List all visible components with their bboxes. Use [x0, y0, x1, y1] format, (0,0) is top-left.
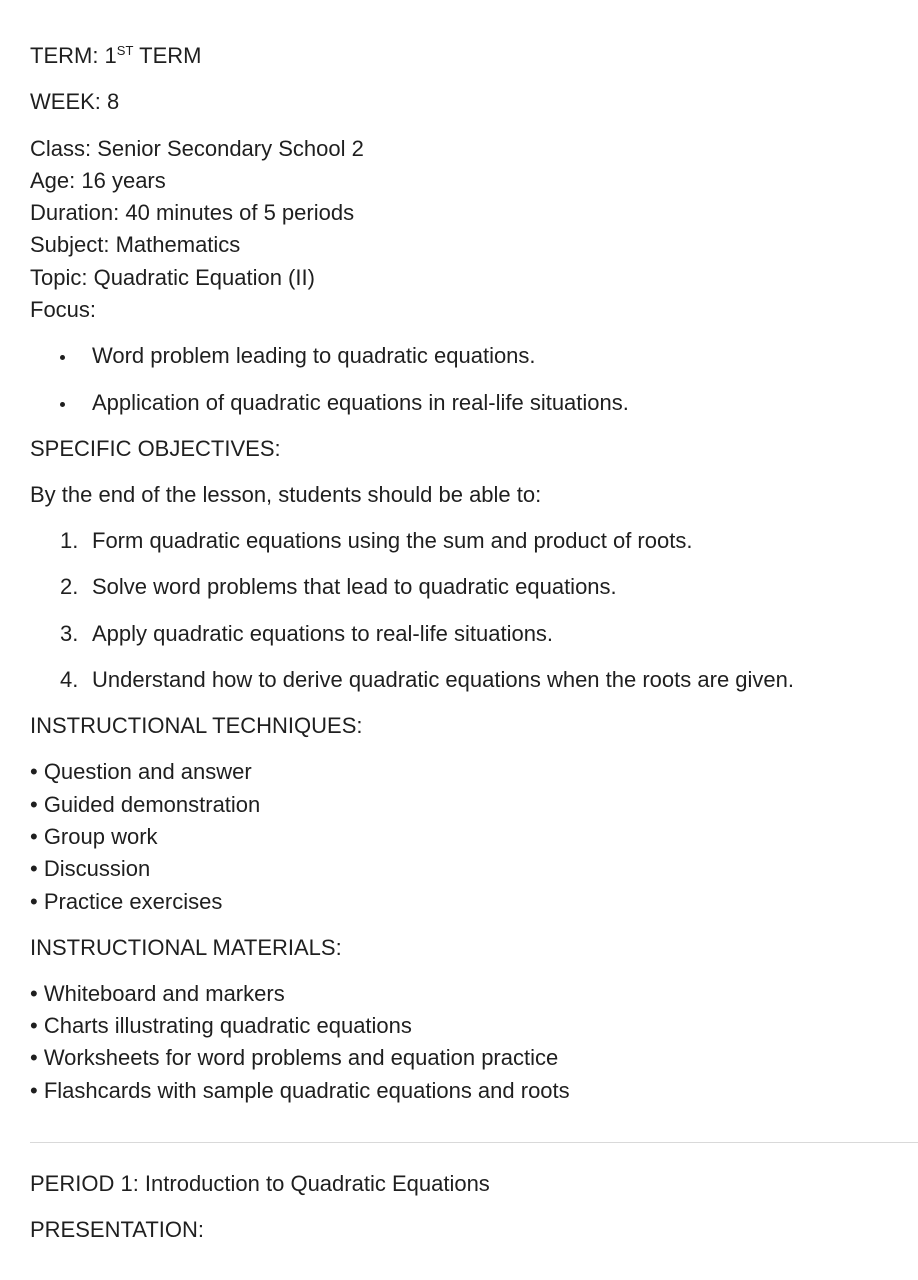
objective-item: Solve word problems that lead to quadratic equations. — [92, 574, 617, 599]
duration-line: Duration: 40 minutes of 5 periods — [30, 200, 355, 225]
material-item: • Worksheets for word problems and equation practice — [30, 1045, 559, 1070]
technique-item: • Question and answer — [30, 759, 252, 784]
focus-label: Focus: — [30, 297, 97, 322]
material-item: • Flashcards with sample quadratic equations and roots — [30, 1078, 570, 1103]
class-line: Class: Senior Secondary School 2 — [30, 136, 364, 161]
objectives-intro: By the end of the lesson, students should be able to: — [30, 482, 542, 507]
objective-number: 2. — [60, 574, 79, 599]
term-label: TERM: 1 — [30, 43, 117, 68]
technique-item: • Practice exercises — [30, 889, 223, 914]
objective-item: Apply quadratic equations to real-life situations. — [92, 621, 554, 646]
term-line — [30, 43, 201, 72]
material-item: • Whiteboard and markers — [30, 981, 285, 1006]
period-title: PERIOD 1: Introduction to Quadratic Equations — [30, 1171, 490, 1196]
bullet-icon — [60, 402, 65, 407]
materials-heading: INSTRUCTIONAL MATERIALS: — [30, 935, 342, 960]
week-line: WEEK: 8 — [30, 89, 120, 114]
objectives-heading: SPECIFIC OBJECTIVES: — [30, 436, 281, 461]
term-ordinal-suffix: ST — [116, 43, 134, 58]
objective-item: Understand how to derive quadratic equations when the roots are given. — [92, 667, 794, 692]
objective-number: 1. — [60, 528, 79, 553]
objective-number: 4. — [60, 667, 79, 692]
presentation-heading: PRESENTATION: — [30, 1217, 204, 1242]
age-line: Age: 16 years — [30, 168, 166, 193]
objective-item: Form quadratic equations using the sum and product of roots. — [92, 528, 693, 553]
focus-item: Application of quadratic equations in real-life situations. — [92, 390, 629, 415]
technique-item: • Discussion — [30, 856, 151, 881]
subject-line: Subject: Mathematics — [30, 232, 241, 257]
techniques-heading: INSTRUCTIONAL TECHNIQUES: — [30, 713, 363, 738]
term-suffix: TERM — [133, 43, 202, 68]
technique-item: • Guided demonstration — [30, 792, 261, 817]
objective-number: 3. — [60, 621, 79, 646]
bullet-icon — [60, 355, 65, 360]
technique-item: • Group work — [30, 824, 158, 849]
horizontal-divider — [30, 1142, 918, 1143]
material-item: • Charts illustrating quadratic equations — [30, 1013, 412, 1038]
focus-item: Word problem leading to quadratic equations. — [92, 343, 536, 368]
topic-line: Topic: Quadratic Equation (II) — [30, 265, 315, 290]
